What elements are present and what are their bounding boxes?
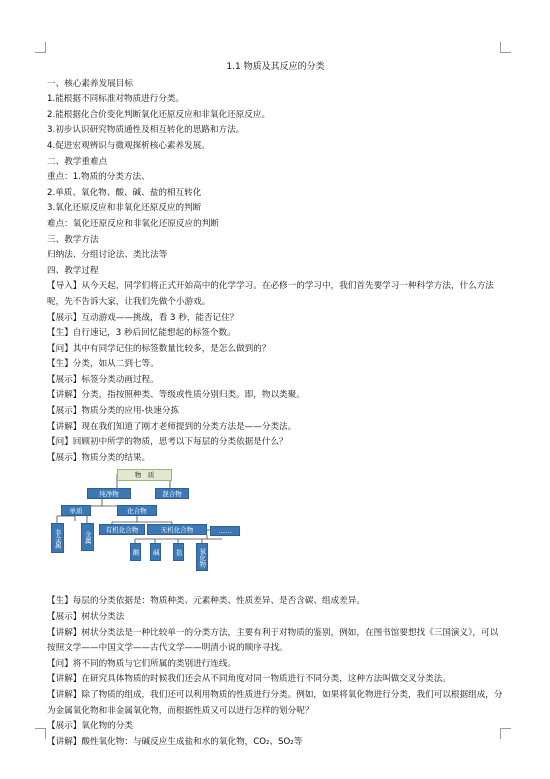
text-line: 【讲解】现在我们知道了刚才老师提到的分类方法是——分类法。 [47,421,297,432]
classification-tree-diagram [47,466,504,594]
text-line: 【展示】标签分类动画过程。 [47,374,159,385]
node-metal: 金属 [81,523,94,551]
node-acid: 酸 [130,543,141,561]
node-base: 碱 [150,543,161,561]
text-line: 3.氧化还原反应和非氧化还原反应的判断 [47,203,202,214]
section-heading: 四、教学过程 [47,265,99,276]
document-page [47,60,504,750]
text-line: 【讲解】酸性氧化物：与碱反应生成盐和水的氧化物，CO₂、SO₂等 [47,736,303,747]
text-line: 重点：1.物质的分类方法、 [47,172,150,183]
node-mixture: 混合物 [155,488,189,499]
node-compound: 化合物 [117,505,157,516]
page-corner-mark [500,42,511,53]
text-line: 【展示】互动游戏——挑战，看 3 秒，能否记住？ [47,312,239,323]
node-oxide: 氧化物 [196,543,208,571]
paragraph-cross-method: 【讲解】在研究具体物质的时候我们还会从不同角度对同一物质进行不同分类，这种方法叫做交叉分类法。 [47,674,451,685]
text-line: 【生】每层的分类依据是：物质种类、元素种类、性质差异、是否含碳、组成差异。 [47,596,365,607]
text-line: 1.能根据不同标准对物质进行分类。 [47,94,185,105]
node-element: 单质 [61,505,91,516]
text-line: 【问】将不同的物质与它们所属的类别进行连线。 [47,658,237,669]
page-corner-mark [35,42,46,53]
section-heading: 一、核心素养发展目标 [47,78,133,89]
document-title: 1.1 物质及其反应的分类 [226,62,325,72]
text-line: 【生】自行速记，3 秒后回忆能想起的标签个数。 [47,328,236,339]
text-line: 【问】其中有同学记住的标签数量比较多，是怎么做到的？ [47,343,271,354]
node-pure-substance: 纯净物 [87,488,131,499]
text-line: 【讲解】分类，指按照种类、等级或性质分别归类。即，物以类聚。 [47,390,305,401]
text-line: 归纳法、分组讨论法、类比法等 [47,250,168,261]
text-line: 【问】回顾初中所学的物质，思考以下每层的分类依据是什么？ [47,437,288,448]
text-line: 【生】分类，如从二到七等。 [47,359,159,370]
text-line: 2.单质、氧化物、酸、碱、盐的相互转化 [47,187,202,198]
node-substance: 物 质 [117,469,172,481]
text-line: 【展示】氧化物的分类 [47,721,133,732]
text-line: 2.能根据化合价变化判断氧化还原反应和非氧化还原反应。 [47,109,271,120]
text-line: 【展示】树状分类法 [47,612,125,623]
node-organic-compound: 有机化合物 [99,524,145,535]
text-line: 【展示】物质分类的应用-快速分拣 [47,406,180,417]
paragraph-oxide-classification: 【讲解】除了物质的组成，我们还可以利用物质的性质进行分类。例如，如果将氧化物进行分类，我们可以根据组成，分为金属氧化物和非金属氧化物，而根据性质又可以进行怎样的划分呢？ [47,690,503,716]
text-line: 4.促进宏观辨识与微观探析核心素养发展。 [47,140,210,151]
text-line: 3.初步认识研究物质通性及相互转化的思路和方法。 [47,125,245,136]
paragraph-intro: 【导入】从今天起，同学们将正式开始高中的化学学习。在必修一的学习中，我们首先要学习一种科学方法，什么方法呢，先不告诉大家，让我们先做个小游戏。 [47,281,494,307]
text-line: 【展示】物质分类的结果。 [47,452,151,463]
page-corner-mark [35,728,46,739]
paragraph-tree-method: 【讲解】树状分类法是一种比较单一的分类方法，主要有利于对物质的鉴别，例如，在图书馆要想找《三国演义》，可以按照文学——中国文学——古代文学——明清小说的顺序寻找。 [47,627,499,654]
node-ellipsis: …… [210,526,240,536]
section-heading: 二、教学重难点 [47,156,108,167]
text-line: 难点：氧化还原反应和非氧化还原反应的判断 [47,218,219,229]
node-nonmetal: 非金属 [51,523,64,553]
node-salt: 盐 [173,543,184,561]
node-inorganic-compound: 无机化合物 [147,524,207,535]
section-heading: 三、教学方法 [47,234,99,245]
